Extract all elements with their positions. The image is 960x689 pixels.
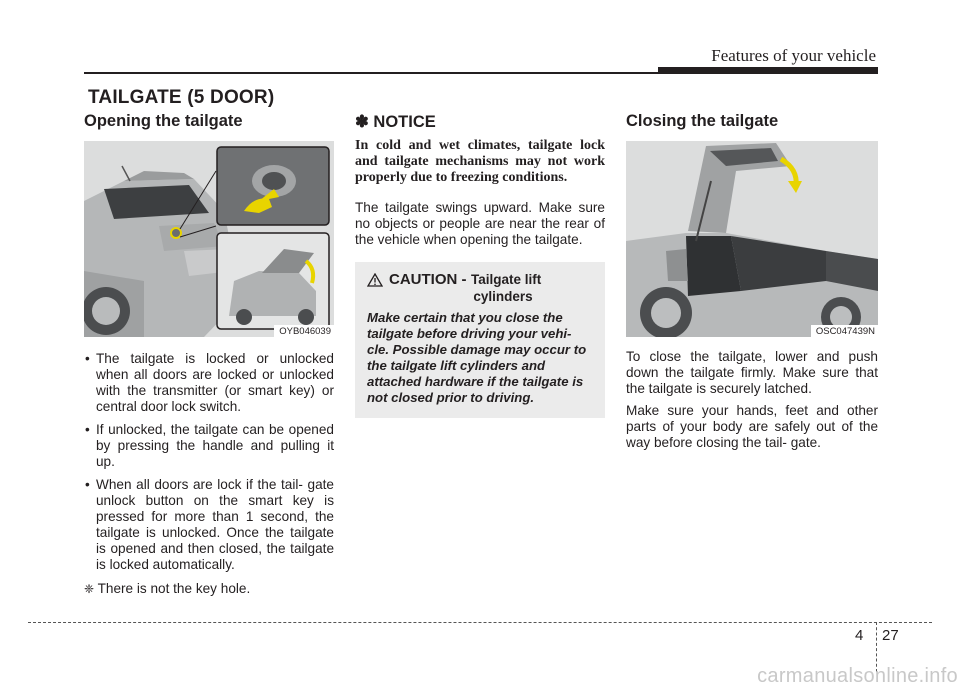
opening-column <box>84 112 334 596</box>
notice-column <box>355 112 605 418</box>
car-open-tailgate-illustration <box>626 141 878 337</box>
opening-footnote <box>84 581 334 596</box>
opening-figure <box>84 141 334 337</box>
closing-paragraph-2: Make sure your hands, feet and other parts of your body are safely out of the way before closing the tail- gate. <box>626 403 878 450</box>
caution-label: CAUTION - <box>389 271 467 288</box>
footnote-text: There is not the key hole. <box>97 581 251 596</box>
opening-figure-label: OYB046039 <box>274 325 334 337</box>
closing-paragraph-1: To close the tailgate, lower and push down the tailgate firmly. Make sure that the tailgate is securely latched. <box>626 349 878 396</box>
notice-heading <box>355 112 605 132</box>
chapter-number: 4 <box>855 627 864 644</box>
list-item: • The tailgate is locked or unlocked when all doors are locked or unlocked with the transmitter (or smart key) or central door lock switch. <box>84 351 334 415</box>
notice-body-text: The tailgate swings upward. Make sure no objects or people are near the rear of the vehicle when opening the tailgate. <box>355 200 605 247</box>
closing-column <box>626 112 878 451</box>
header-title: Features of your vehicle <box>711 46 876 65</box>
opening-heading: Opening the tailgate <box>84 112 243 130</box>
caution-heading <box>367 271 597 304</box>
caution-topic-line1: Tailgate lift <box>470 272 542 287</box>
opening-bullet-list <box>84 351 334 573</box>
car-rear-illustration <box>84 141 334 337</box>
footnote-mark-icon: ❈ <box>84 582 95 596</box>
warning-triangle-icon <box>367 273 383 287</box>
closing-figure-label: OSC047439N <box>811 325 878 337</box>
closing-heading: Closing the tailgate <box>626 112 779 130</box>
section-title: TAILGATE (5 DOOR) <box>88 87 275 108</box>
caution-topic-line2: cylinders <box>473 289 533 304</box>
notice-text: In cold and wet climates, tailgate lock and tailgate mechanisms may not work properly due to freezing conditions. <box>355 138 605 185</box>
list-item: • If unlocked, the tailgate can be opened by pressing the handle and pulling it up. <box>84 422 334 470</box>
closing-figure <box>626 141 878 337</box>
footer-rule <box>28 622 932 623</box>
notice-title: NOTICE <box>373 113 436 131</box>
list-item: • When all doors are lock if the tail- gate unlock button on the smart key is pressed for more than 1 second, the tailgate is unlocked. Once the tailgate is opened and then closed, the tailgate is locked automatically. <box>84 477 334 573</box>
watermark: carmanualsonline.info <box>757 665 958 687</box>
page-number: 27 <box>882 627 899 644</box>
caution-text: Make certain that you close the tailgate before driving your vehi- cle. Possible damage may occur to the tailgate lift cylinders and attached hardware if the tailgate is not closed prior to driving. <box>367 310 587 405</box>
header-rule-bar <box>658 67 878 74</box>
caution-box <box>355 262 605 418</box>
notice-mark-icon: ✽ <box>355 113 369 131</box>
